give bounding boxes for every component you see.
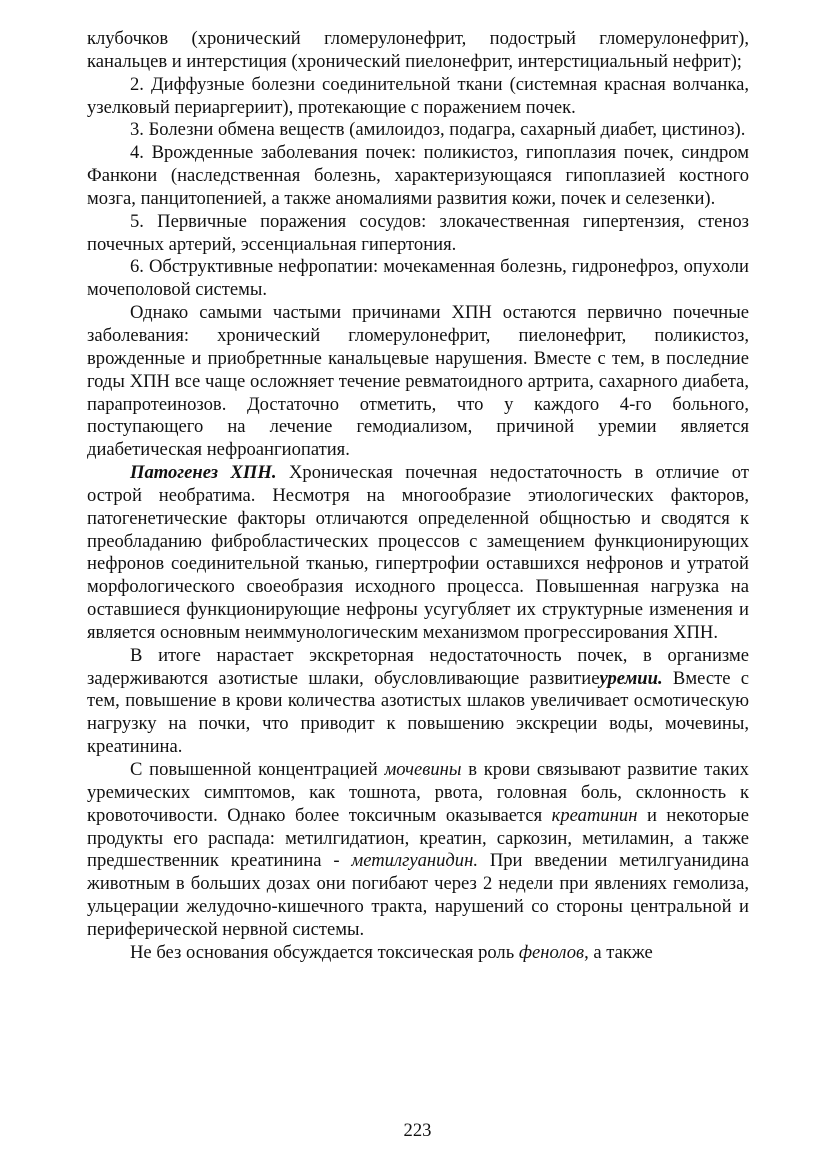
urea-text-2: в крови связывают развитие таких уремических симптомов, как тошнота, рвота, головная боль, склонность к кровоточивости. Однако более токсичным оказывается <box>87 759 749 826</box>
paragraph-continuation: клубочков (хронический гломерулонефрит, подострый гломерулонефрит), канальцев и интерстиция (хронический пиелонефрит, интерстициальный нефрит); <box>87 28 749 72</box>
paragraph-item-3: 3. Болезни обмена веществ (амилоидоз, подагра, сахарный диабет, цистиноз). <box>130 119 746 141</box>
paragraph-uremia <box>87 645 749 759</box>
phenols-text-1: Не без основания обсуждается токсическая роль <box>130 941 519 963</box>
creatinine-term: креатинин <box>551 804 638 826</box>
paragraph-urea <box>87 759 749 942</box>
paragraph-item-2: 2. Диффузные болезни соединительной ткани (системная красная волчанка, узелковый периаргериит), протекающие с поражением почек. <box>87 73 749 118</box>
pathogenesis-heading: Патогенез ХПН. <box>130 462 277 484</box>
paragraph-phenols <box>87 942 749 965</box>
uremia-text-before: В итоге нарастает экскреторная недостаточность почек, в организме задерживаются азотистые шлаки, обусловливающие развитие <box>87 644 749 689</box>
page-number: 223 <box>403 1120 432 1141</box>
urea-text-1: С повышенной концентрацией <box>130 759 385 780</box>
paragraph-item-5: 5. Первичные поражения сосудов: злокачественная гипертензия, стеноз почечных артерий, эссенциальная гипертония. <box>87 210 749 255</box>
methylguanidine-term: метилгуанидин. <box>351 850 478 872</box>
uremia-text-after: Вместе с тем, повышение в крови количества азотистых шлаков увеличивает осмотическую нагрузку на почки, что приводит к повышению экскреции воды, мочевины, креатинина. <box>87 667 749 758</box>
paragraph-item-6: 6. Обструктивные нефропатии: мочекаменная болезнь, гидронефроз, опухоли мочеполовой системы. <box>87 256 749 301</box>
pathogenesis-text: Хроническая почечная недостаточность в отличие от острой необратима. Несмотря на многообразие этиологических факторов, патогенетические факторы отличаются определенной общностью и сводятся к преобладанию фибробластических процессов с замещением функционирующих нефронов соединительной тканью, гипертрофии оставшихся нефронов и утратой морфологического своеобразия исходного процесса. Повышенная нагрузка на оставшиеся функционирующие нефроны усугубляет их структурные изменения и является основным неиммунологическим механизмом прогрессирования ХПН. <box>87 462 749 643</box>
paragraph-pathogenesis <box>87 462 749 645</box>
uremia-term: уремии. <box>599 667 663 689</box>
urea-text-4: При введении метилгуанидина животным в больших дозах они погибают через 2 недели при явлениях гемолиза, ульцерации желудочно-кишечного тракта, нарушений со стороны центральной и периферической нервной системы. <box>87 850 749 940</box>
paragraph-causes: Однако самыми частыми причинами ХПН остаются первично почечные заболевания: хронический гломерулонефрит, пиелонефрит, поликистоз, врожденные и приобретнные канальцевые нарушения. Вместе с тем, в последние годы ХПН все чаще осложняет течение ревматоидного артрита, сахарного диабета, парапротеинозов. Достаточно отметить, что у каждого 4-го больного, поступающего на лечение гемодиализом, причиной уремии является диабетическая нефроангиопатия. <box>87 302 749 461</box>
paragraph-item-4: 4. Врожденные заболевания почек: поликистоз, гипоплазия почек, синдром Фанкони (наследственная болезнь, характеризующаяся гипоплазией костного мозга, панцитопенией, а также аномалиями развития кожи, почек и селезенки). <box>87 142 749 209</box>
phenols-text-2: , а также <box>584 941 653 963</box>
page-text <box>87 28 749 965</box>
phenols-term: фенолов <box>518 941 585 963</box>
urea-text-3: и некоторые продукты его распада: метилгидатион, креатин, саркозин, метиламин, а также предшественник креатинина - <box>87 804 749 872</box>
urea-term: мочевины <box>384 759 462 780</box>
